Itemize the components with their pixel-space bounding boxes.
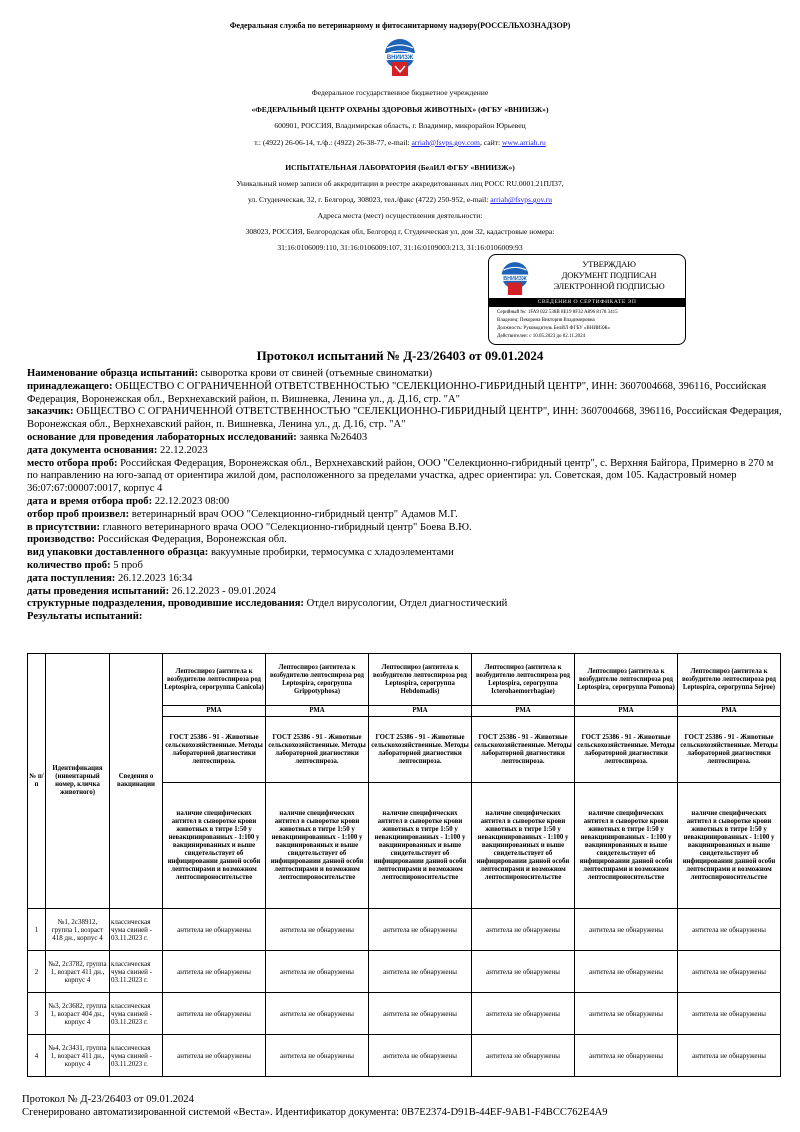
field-label: дата поступления: xyxy=(27,572,116,584)
protocol-title: Протокол испытаний № Д-23/26403 от 09.01.2024 xyxy=(256,348,544,363)
field-row xyxy=(27,509,787,522)
institution-site-link[interactable]: www.arriah.ru xyxy=(501,137,546,147)
field-value: сыворотка крови от свиней (отъемные свиноматки) xyxy=(198,368,433,379)
institution-name: «ФЕДЕРАЛЬНЫЙ ЦЕНТР ОХРАНЫ ЗДОРОВЬЯ ЖИВОТНЫХ» (ФГБУ «ВНИИЗЖ») xyxy=(251,104,549,114)
row-num: 2 xyxy=(28,951,46,993)
result-cell: антитела не обнаружены xyxy=(163,993,266,1035)
field-row xyxy=(27,586,787,599)
result-cell: антитела не обнаружены xyxy=(266,993,369,1035)
field-row xyxy=(27,458,787,496)
method-cell: РМА xyxy=(678,706,781,717)
result-cell: антитела не обнаружены xyxy=(678,993,781,1035)
field-label: Наименование образца испытаний: xyxy=(27,368,199,379)
stamp-approve: УТВЕРЖДАЮ xyxy=(582,259,636,269)
field-row xyxy=(27,496,787,509)
result-cell: антитела не обнаружены xyxy=(575,1035,678,1077)
lab-name: ИСПЫТАТЕЛЬНАЯ ЛАБОРАТОРИЯ (БелИЛ ФГБУ «ВНИИЗЖ») xyxy=(285,163,515,172)
field-value: заявка №26403 xyxy=(296,431,368,443)
field-row xyxy=(27,381,787,407)
result-cell: антитела не обнаружены xyxy=(369,951,472,993)
result-cell: антитела не обнаружены xyxy=(678,909,781,951)
field-row xyxy=(27,560,787,573)
result-cell: антитела не обнаружены xyxy=(266,1035,369,1077)
e-signature-stamp xyxy=(488,254,686,345)
lab-activity-line2: 31:16:0106009:110, 31:16:0106009:107, 31:16:0109003:213, 31:16:0106009:93 xyxy=(277,243,523,252)
row-vaccination: классическая чума свиней - 03.11.2023 г. xyxy=(110,909,163,951)
result-cell: антитела не обнаружены xyxy=(266,909,369,951)
col-id-header: Идентификация (инвентарный номер, кличка животного) xyxy=(46,654,110,909)
test-header: Лептоспироз (антитела к возбудителю лептоспироза род Leptospira, серогруппа Grippotyphosa) xyxy=(266,654,369,706)
field-value: главного ветеринарного врача ООО "Селекционно-гибридный центр" Боева В.Ю. xyxy=(100,521,472,533)
result-cell: антитела не обнаружены xyxy=(472,909,575,951)
col-num-header: № п/п xyxy=(28,654,46,909)
stamp-e-signature: ЭЛЕКТРОННОЙ ПОДПИСЬЮ xyxy=(553,281,665,291)
field-row xyxy=(27,368,787,381)
method-cell: РМА xyxy=(369,706,472,717)
criteria-cell: наличие специфических антител в сыворотке крови животных в титре 1:50 у невакцинированных - 1:100 у вакцинированных и выше свидетельствует об инфицировании данной особи лептоспирами и возможном лептоспироносительстве xyxy=(369,783,472,909)
row-animal-id: №1, 2с38912, группа 1, возраст 418 дн., корпус 4 xyxy=(46,909,110,951)
stamp-details xyxy=(497,309,682,341)
result-cell: антитела не обнаружены xyxy=(266,951,369,993)
field-value: Российская Федерация, Воронежская обл. xyxy=(95,534,287,546)
result-cell: антитела не обнаружены xyxy=(369,1035,472,1077)
footer xyxy=(22,1093,608,1119)
gost-cell: ГОСТ 25386 - 91 - Животные сельскохозяйственные. Методы лабораторной диагностики лептоспироза. xyxy=(163,717,266,783)
field-label: вид упаковки доставленного образца: xyxy=(27,547,209,559)
field-row xyxy=(27,547,787,560)
field-label: место отбора проб: xyxy=(27,457,118,469)
result-cell: антитела не обнаружены xyxy=(472,951,575,993)
gost-cell: ГОСТ 25386 - 91 - Животные сельскохозяйственные. Методы лабораторной диагностики лептоспироза. xyxy=(369,717,472,783)
test-header: Лептоспироз (антитела к возбудителю лептоспироза род Leptospira, серогруппа Hebdomadis) xyxy=(369,654,472,706)
stamp-valid: Действителен: с 10.05.2023 до 02.11.2024 xyxy=(497,334,586,339)
field-label: производство: xyxy=(27,534,96,546)
field-value: ОБЩЕСТВО С ОГРАНИЧЕННОЙ ОТВЕТСТВЕННОСТЬЮ "СЕЛЕКЦИОННО-ГИБРИДНЫЙ ЦЕНТР", ИНН: 3607004668, 396116, Российская Федерация, Воронежская обл., Верхнехавский район, п. Вишневка, Ленина ул., д. Д.16, стр. "А" xyxy=(27,380,767,405)
table-row xyxy=(28,909,781,951)
stamp-position: Должность: Руководитель БелИЛ ФГБУ «ВНИИЗЖ» xyxy=(497,326,610,331)
result-cell: антитела не обнаружены xyxy=(472,1035,575,1077)
field-label: структурные подразделения, проводившие исследования: xyxy=(27,598,304,610)
table-row xyxy=(28,1035,781,1077)
institution-block xyxy=(0,85,800,151)
stamp-owner: Владелец: Пекорина Виктория Владимировна xyxy=(497,318,595,323)
field-row xyxy=(27,534,787,547)
result-cell: антитела не обнаружены xyxy=(369,909,472,951)
field-row xyxy=(27,432,787,445)
field-value: 26.12.2023 - 09.01.2024 xyxy=(169,585,276,597)
result-cell: антитела не обнаружены xyxy=(163,1035,266,1077)
stamp-cert-bar: СВЕДЕНИЯ О СЕРТИФИКАТЕ ЭП xyxy=(489,298,685,307)
row-num: 1 xyxy=(28,909,46,951)
criteria-cell: наличие специфических антител в сыворотке крови животных в титре 1:50 у невакцинированных - 1:100 у вакцинированных и выше свидетельствует об инфицировании данной особи лептоспирами и возможном лептоспироносительстве xyxy=(163,783,266,909)
institution-type: Федеральное государственное бюджетное учреждение xyxy=(311,88,489,97)
protocol-fields xyxy=(27,368,787,624)
field-value: Российская Федерация, Воронежская обл., Верхнехавский район, ООО "Селекционно-гибридный центр", с. Верхняя Байгора, Примерно в 270 м по направлению на юго-запад от ориентира жилой дом, расположенного за пределами участка, адрес ориентира: ул. Советская, дом 105. Кадастровый номер 36:07:67:00007:0017, корпус 4 xyxy=(27,457,774,495)
row-num: 4 xyxy=(28,1035,46,1077)
table-row xyxy=(28,993,781,1035)
svg-text:ВНИИЗЖ: ВНИИЗЖ xyxy=(503,275,527,282)
stamp-cert-serial: Серийный №: 1FA9 022 538B 8E19 8F32 A896 8178 3415 xyxy=(497,310,618,315)
row-vaccination: классическая чума свиней - 03.11.2023 г. xyxy=(110,993,163,1035)
lab-activity-label: Адреса места (мест) осуществления деятельности: xyxy=(317,211,483,220)
test-header: Лептоспироз (антитела к возбудителю лептоспироза род Leptospira, серогруппа Pomona) xyxy=(575,654,678,706)
footer-protocol: Протокол № Д-23/26403 от 09.01.2024 xyxy=(22,1094,194,1105)
method-cell: РМА xyxy=(575,706,678,717)
stamp-logo-icon xyxy=(499,261,531,297)
result-cell: антитела не обнаружены xyxy=(678,951,781,993)
row-num: 3 xyxy=(28,993,46,1035)
field-label: основание для проведения лабораторных исследований: xyxy=(27,431,297,443)
lab-address-text: ул. Студенческая, 32, г. Белгород, 308023, тел./факс (4722) 250-952, e-mail: xyxy=(247,195,491,204)
test-header: Лептоспироз (антитела к возбудителю лептоспироза род Leptospira, серогруппа Canicola) xyxy=(163,654,266,706)
vniizh-logo-icon xyxy=(382,38,418,78)
contacts-phone: т.: (4922) 26-06-14, т./ф.: (4922) 26-38-77, e-mail: xyxy=(254,137,412,147)
table-row xyxy=(28,951,781,993)
gost-cell: ГОСТ 25386 - 91 - Животные сельскохозяйственные. Методы лабораторной диагностики лептоспироза. xyxy=(575,717,678,783)
field-row xyxy=(27,573,787,586)
lab-block xyxy=(0,160,800,256)
row-animal-id: №3, 2с3682, группа 1, возраст 404 дн., корпус 4 xyxy=(46,993,110,1035)
row-vaccination: классическая чума свиней - 03.11.2023 г. xyxy=(110,951,163,993)
criteria-cell: наличие специфических антител в сыворотке крови животных в титре 1:50 у невакцинированных - 1:100 у вакцинированных и выше свидетельствует об инфицировании данной особи лептоспирами и возможном лептоспироносительстве xyxy=(575,783,678,909)
test-header: Лептоспироз (антитела к возбудителю лептоспироза род Leptospira, серогруппа Icterohaemorrhagiae) xyxy=(472,654,575,706)
field-label: отбор проб произвел: xyxy=(27,508,130,520)
field-value: вакуумные пробирки, термосумка с хладоэлементами xyxy=(208,547,454,559)
method-cell: РМА xyxy=(163,706,266,717)
field-label: дата и время отбора проб: xyxy=(27,495,153,507)
institution-contacts xyxy=(0,135,800,152)
field-value: 22.12.2023 08:00 xyxy=(152,495,230,507)
field-label: даты проведения испытаний: xyxy=(27,585,170,597)
result-cell: антитела не обнаружены xyxy=(369,993,472,1035)
criteria-cell: наличие специфических антител в сыворотке крови животных в титре 1:50 у невакцинированных - 1:100 у вакцинированных и выше свидетельствует об инфицировании данной особи лептоспирами и возможном лептоспироносительстве xyxy=(266,783,369,909)
gost-cell: ГОСТ 25386 - 91 - Животные сельскохозяйственные. Методы лабораторной диагностики лептоспироза. xyxy=(678,717,781,783)
institution-address: 600901, РОССИЯ, Владимирская область, г. Владимир, микрорайон Юрьевец xyxy=(274,121,526,130)
result-cell: антитела не обнаружены xyxy=(678,1035,781,1077)
agency-name: Федеральная служба по ветеринарному и фитосанитарному надзору(РОССЕЛЬХОЗНАДЗОР) xyxy=(229,21,571,30)
field-row xyxy=(27,445,787,458)
field-row xyxy=(27,611,787,624)
svg-text:ВНИИЗЖ: ВНИИЗЖ xyxy=(386,55,414,61)
field-value: ОБЩЕСТВО С ОГРАНИЧЕННОЙ ОТВЕТСТВЕННОСТЬЮ "СЕЛЕКЦИОННО-ГИБРИДНЫЙ ЦЕНТР", ИНН: 3607004668, 396116, Российская Федерация, Воронежская обл., Верхнехавский район, п. Вишневка, Ленина ул., д. Д.16, стр. "А" xyxy=(27,406,782,431)
criteria-cell: наличие специфических антител в сыворотке крови животных в титре 1:50 у невакцинированных - 1:100 у вакцинированных и выше свидетельствует об инфицировании данной особи лептоспирами и возможном лептоспироносительстве xyxy=(678,783,781,909)
lab-email-link[interactable]: arriah@fsvps.gov.ru xyxy=(490,195,553,204)
criteria-cell: наличие специфических антител в сыворотке крови животных в титре 1:50 у невакцинированных - 1:100 у вакцинированных и выше свидетельствует об инфицировании данной особи лептоспирами и возможном лептоспироносительстве xyxy=(472,783,575,909)
col-vacc-header: Сведения о вакцинации xyxy=(110,654,163,909)
result-cell: антитела не обнаружены xyxy=(163,951,266,993)
field-label: дата документа основания: xyxy=(27,444,158,456)
method-cell: РМА xyxy=(266,706,369,717)
field-label: Результаты испытаний: xyxy=(27,611,143,623)
field-value: 22.12.2023 xyxy=(157,444,208,456)
stamp-text xyxy=(535,259,683,292)
stamp-signed: ДОКУМЕНТ ПОДПИСАН xyxy=(561,270,657,280)
result-cell: антитела не обнаружены xyxy=(575,951,678,993)
contacts-site-prefix: , сайт: xyxy=(479,137,502,147)
field-label: количество проб: xyxy=(27,559,111,571)
field-row xyxy=(27,522,787,535)
footer-generated: Сгенерировано автоматизированной системой «Веста». Идентификатор документа: 0B7E2374-D91B-44EF-9AB1-F4BCC762E4A9 xyxy=(22,1107,608,1118)
row-animal-id: №2, 2с3782, группа 1, возраст 411 дн., корпус 4 xyxy=(46,951,110,993)
field-value: 5 проб xyxy=(110,559,143,571)
field-label: принадлежащего: xyxy=(27,380,113,392)
institution-email-link[interactable]: arriah@fsvps.gov.com xyxy=(411,137,480,147)
field-row xyxy=(27,406,787,432)
gost-cell: ГОСТ 25386 - 91 - Животные сельскохозяйственные. Методы лабораторной диагностики лептоспироза. xyxy=(266,717,369,783)
row-vaccination: классическая чума свиней - 03.11.2023 г. xyxy=(110,1035,163,1077)
gost-cell: ГОСТ 25386 - 91 - Животные сельскохозяйственные. Методы лабораторной диагностики лептоспироза. xyxy=(472,717,575,783)
field-row xyxy=(27,598,787,611)
lab-activity-line1: 308023, РОССИЯ, Белгородская обл, Белгород г, Студенческая ул, дом 32, кадастровые номера: xyxy=(245,227,555,236)
test-header: Лептоспироз (антитела к возбудителю лептоспироза род Leptospira, серогруппа Sejroe) xyxy=(678,654,781,706)
field-value: ветеринарный врач ООО "Селекционно-гибридный центр" Адамов М.Г. xyxy=(129,508,458,520)
field-label: в присутствии: xyxy=(27,521,101,533)
lab-accreditation: Уникальный номер записи об аккредитации в реестре аккредитованных лиц РОСС RU.0001.21ПЛ37, xyxy=(236,179,564,188)
field-value: Отдел вирусологии, Отдел диагностический xyxy=(303,598,508,610)
results-table xyxy=(27,653,781,1077)
row-animal-id: №4, 2с3431, группа 1, возраст 411 дн., корпус 4 xyxy=(46,1035,110,1077)
field-value: 26.12.2023 16:34 xyxy=(115,572,193,584)
result-cell: антитела не обнаружены xyxy=(575,909,678,951)
result-cell: антитела не обнаружены xyxy=(472,993,575,1035)
method-cell: РМА xyxy=(472,706,575,717)
result-cell: антитела не обнаружены xyxy=(575,993,678,1035)
result-cell: антитела не обнаружены xyxy=(163,909,266,951)
field-label: заказчик: xyxy=(27,406,74,418)
lab-address xyxy=(0,192,800,208)
